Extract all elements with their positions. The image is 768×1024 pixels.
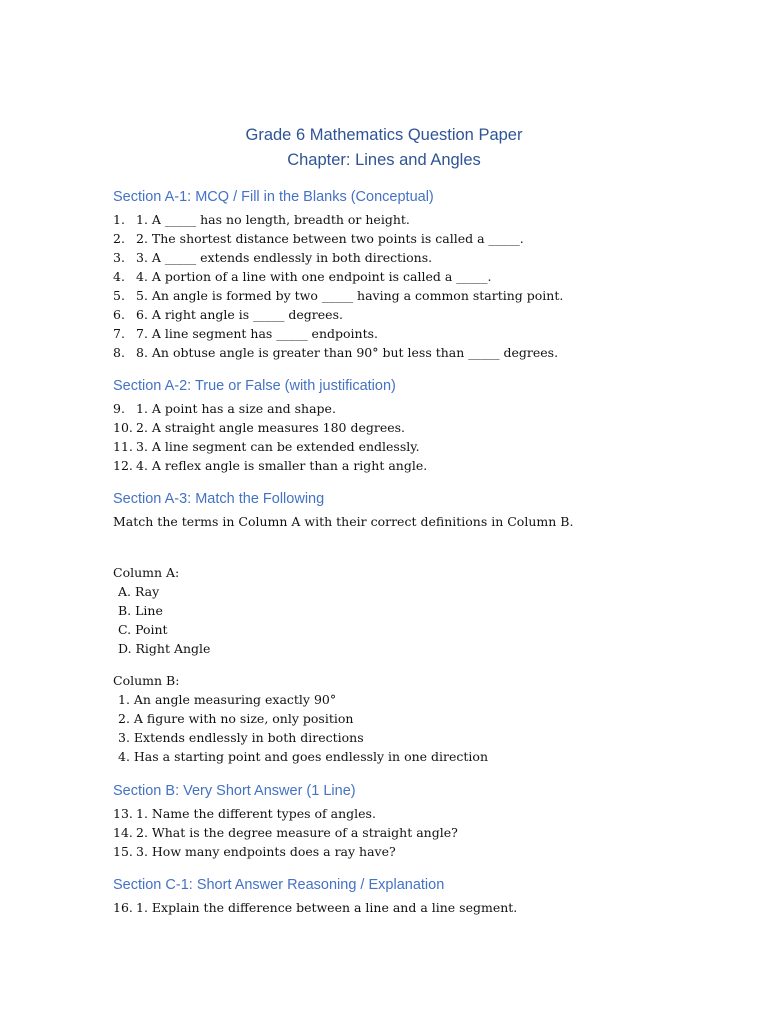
item-text: 2. A straight angle measures 180 degrees. [136,420,406,435]
item-text: 3. A line segment can be extended endlessly. [136,439,420,454]
column-b-item: 4. Has a starting point and goes endlessly in one direction [118,749,488,764]
item-number: 14. [113,825,133,840]
item-text: 3. How many endpoints does a ray have? [136,844,396,859]
section-a3-heading: Section A-3: Match the Following [113,491,325,507]
item-number: 11. [113,439,133,454]
column-b-item: 3. Extends endlessly in both directions [118,730,364,745]
match-instructions: Match the terms in Column A with their correct definitions in Column B. [113,514,574,529]
item-text: 8. An obtuse angle is greater than 90° but less than _____ degrees. [136,345,559,360]
item-text: 1. Explain the difference between a line and a line segment. [136,900,518,915]
item-number: 12. [113,458,133,473]
item-text: 5. An angle is formed by two _____ having a common starting point. [136,288,564,303]
item-number: 15. [113,844,133,859]
item-number: 16. [113,900,133,915]
item-text: 4. A reflex angle is smaller than a right angle. [136,458,428,473]
section-a2-heading: Section A-2: True or False (with justification) [113,378,396,394]
item-number: 1. [113,212,125,227]
item-number: 3. [113,250,125,265]
item-text: 1. A point has a size and shape. [136,401,336,416]
item-number: 2. [113,231,125,246]
item-text: 7. A line segment has _____ endpoints. [136,326,378,341]
page-subtitle: Chapter: Lines and Angles [287,151,481,169]
column-b-item: 2. A figure with no size, only position [118,711,354,726]
page-title: Grade 6 Mathematics Question Paper [245,126,523,144]
section-c1-heading: Section C-1: Short Answer Reasoning / Explanation [113,877,445,893]
item-text: 6. A right angle is _____ degrees. [136,307,343,322]
item-number: 8. [113,345,125,360]
column-a-item: C. Point [118,622,168,637]
column-a-label: Column A: [113,565,180,580]
column-b-label: Column B: [113,673,180,688]
item-number: 6. [113,307,125,322]
item-text: 3. A _____ extends endlessly in both directions. [136,250,433,265]
column-a-item: A. Ray [118,584,160,599]
item-text: 4. A portion of a line with one endpoint is called a _____. [136,269,492,284]
column-b-item: 1. An angle measuring exactly 90° [118,692,337,707]
item-number: 13. [113,806,133,821]
section-a1-heading: Section A-1: MCQ / Fill in the Blanks (Conceptual) [113,189,434,205]
item-text: 2. What is the degree measure of a straight angle? [136,825,458,840]
column-a-item: B. Line [118,603,163,618]
item-number: 7. [113,326,125,341]
item-text: 1. Name the different types of angles. [136,806,376,821]
item-text: 2. The shortest distance between two points is called a _____. [136,231,524,246]
item-number: 4. [113,269,125,284]
item-text: 1. A _____ has no length, breadth or height. [136,212,410,227]
item-number: 10. [113,420,133,435]
section-b-heading: Section B: Very Short Answer (1 Line) [113,783,356,799]
column-a-item: D. Right Angle [118,641,211,656]
item-number: 9. [113,401,125,416]
item-number: 5. [113,288,125,303]
